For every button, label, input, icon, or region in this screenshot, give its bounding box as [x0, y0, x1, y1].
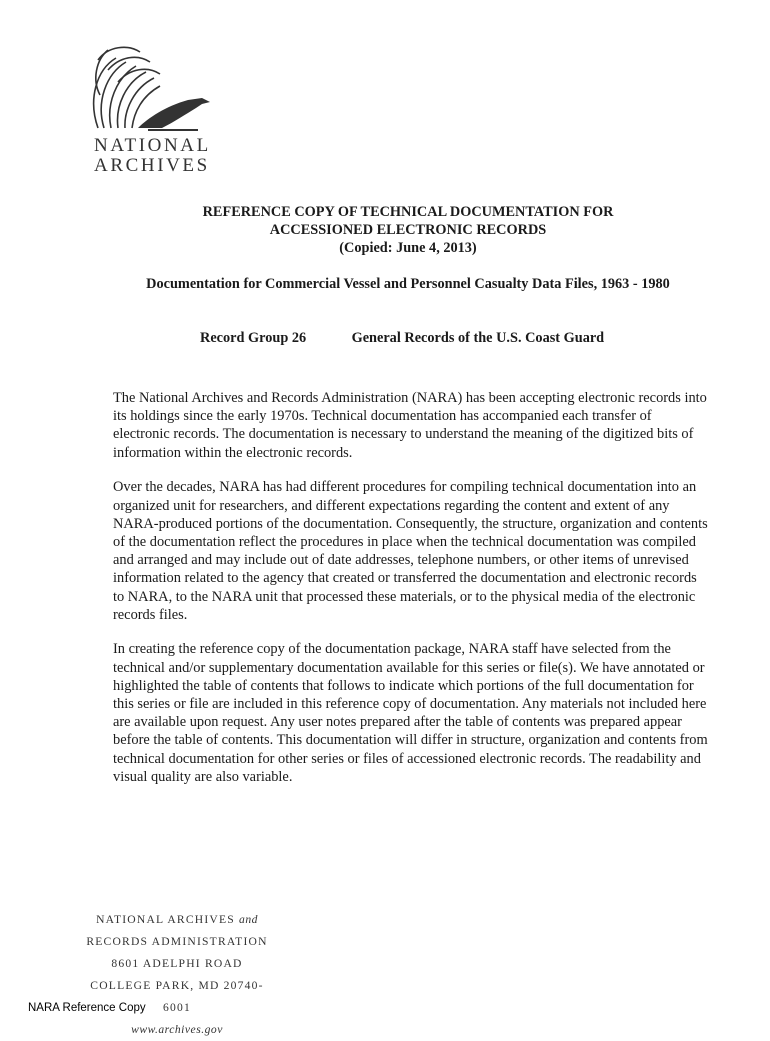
- copied-date: (Copied: June 4, 2013): [339, 240, 477, 256]
- paragraph: Over the decades, NARA has had different procedures for compiling technical documentation into an organized unit for researchers, and different expectations regarding the content and extent of any NARA-produced portions of the documentation. Consequently, the structure, organization and contents of the documentation reflect the procedures in place when the technical documentation was compiled and arranged and may include out of date addresses, telephone numbers, or other items of unrevised information related to the agency that created or transferred the documentation and electronic records to NARA, to the NARA unit that processed these materials, or to the physical media of the electronic records files.: [113, 479, 708, 623]
- footer-line-city: COLLEGE PARK, MD 20740-6001: [90, 979, 264, 1014]
- document-subtitle: Documentation for Commercial Vessel and Personnel Casualty Data Files, 1963 - 1980: [146, 276, 670, 292]
- footer-line-agency: NATIONAL ARCHIVES and: [96, 913, 258, 926]
- paragraph: In creating the reference copy of the documentation package, NARA staff have selected from the technical and/or supplementary documentation available for this series or file(s). We have annotated or highlighted the table of contents that follows to indicate which portions of the full documentation for this series or file are included in this reference copy of documentation. Any materials not included here are available upon request. Any user notes prepared after the table of contents was prepared appear before the table of contents. This documentation will differ in structure, organization and contents from technical documentation for other series or files of accessioned electronic records. The readability and visual quality are also variable.: [113, 641, 708, 785]
- document-title: [0, 203, 770, 257]
- footer-line-street: 8601 ADELPHI ROAD: [111, 957, 243, 970]
- record-group-name: General Records of the U.S. Coast Guard: [351, 330, 605, 346]
- body-text: [113, 389, 708, 803]
- logo-line-archives: ARCHIVES: [94, 155, 210, 176]
- title-line-1: REFERENCE COPY OF TECHNICAL DOCUMENTATION FOR: [202, 204, 614, 220]
- footer-address: [84, 909, 270, 1041]
- record-group-label: Record Group 26: [200, 330, 307, 346]
- eagle-icon: [78, 40, 223, 135]
- footer-website: www.archives.gov: [131, 1023, 223, 1036]
- logo-line-national: NATIONAL: [94, 135, 211, 156]
- record-group: [200, 330, 604, 347]
- paragraph: The National Archives and Records Administration (NARA) has been accepting electronic records into its holdings since the early 1970s. Technical documentation has accompanied each transfer of electronic records. The documentation is necessary to understand the meaning of the digitized bits of information within the electronic records.: [113, 390, 707, 461]
- nara-logo: [72, 40, 222, 180]
- title-line-2: ACCESSIONED ELECTRONIC RECORDS: [269, 222, 547, 238]
- reference-copy-stamp: NARA Reference Copy: [28, 1002, 146, 1014]
- footer-line-admin: RECORDS ADMINISTRATION: [86, 935, 268, 948]
